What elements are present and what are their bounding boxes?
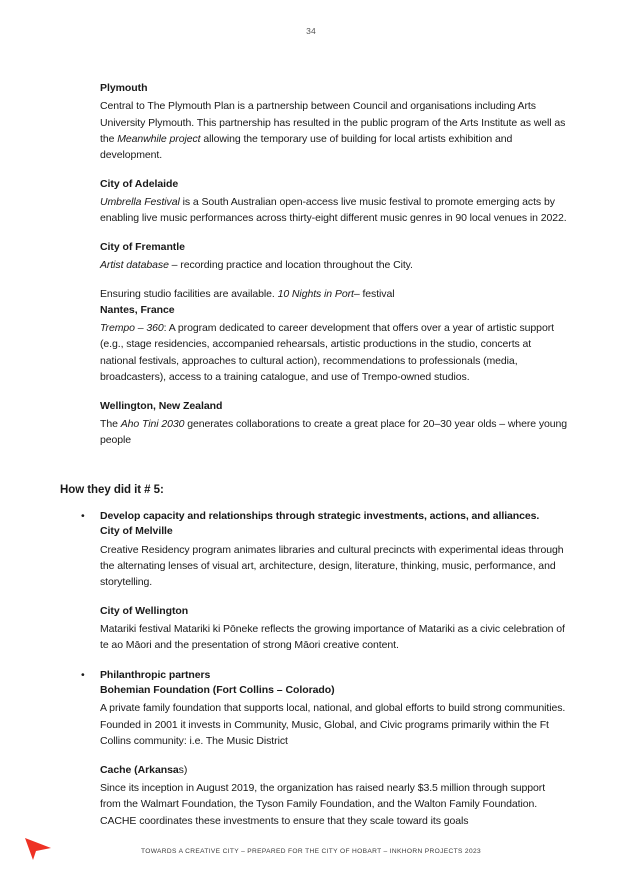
text-run-italic: Artist database [100, 258, 169, 271]
list-item [80, 508, 568, 654]
text-run: allowing the temporary use of building for local artists exhibition and development. [100, 132, 513, 162]
heading-regular-run: s) [178, 763, 188, 776]
section-heading-city-of-melville: City of Melville [100, 525, 173, 538]
list-item-body [100, 524, 568, 653]
text-run-italic: Trempo – 360 [100, 321, 164, 334]
section-heading-plymouth: Plymouth [100, 82, 148, 94]
section-paragraph-bohemian-foundation: A private family foundation that supports local, national, and global efforts to build strong communities. Founded in 2001 it invests in Community, Music, Global, and Civic programs primarily within the Ft Collins community: i.e. The Music District [100, 702, 566, 748]
section-paragraph-city-of-wellington: Matariki festival Matariki ki Pōneke reflects the growing importance of Matariki as a civic celebration of te ao Māori and the presentation of strong Māori creative content. [100, 622, 565, 652]
how-they-did-it-heading: How they did it # 5: [60, 484, 164, 496]
section-heading-bohemian-foundation: Bohemian Foundation (Fort Collins – Colorado) [100, 684, 335, 697]
text-run: generates collaborations to create a great place for 20–30 year olds – where young people [100, 417, 568, 447]
section-paragraph-nantes-france [100, 320, 568, 386]
text-run-italic: Meanwhile project [117, 132, 201, 145]
section-heading-cache-arkansas [100, 763, 568, 777]
section-paragraph-city-of-adelaide [100, 194, 568, 227]
page-number: 34 [306, 26, 316, 36]
text-run-italic: Umbrella Festival [100, 195, 180, 208]
text-run-italic: 10 Nights in Port [277, 288, 354, 301]
text-run: – festival [353, 288, 395, 301]
list-item-label: Philanthropic partners [100, 668, 211, 681]
text-run: : A program dedicated to career development that offers over a year of artistic support (e.g., stage residencies, accompanied rehearsals, artistic productions in the studio, concerts at national festivals, approaches to cultural action), recommendations to professionals (media, broadcasters), access to a training catalogue, and use of Trempo-owned studios. [100, 321, 554, 384]
text-run: The [100, 417, 121, 430]
list-item-body [100, 683, 568, 829]
section-paragraph-city-of-fremantle [100, 257, 568, 273]
section-paragraph-plymouth [100, 98, 568, 164]
text-run-italic: Aho Tini 2030 [120, 417, 185, 430]
how-they-did-it-list [80, 508, 568, 842]
section-paragraph-fremantle-extra [100, 286, 568, 302]
section-paragraph-city-of-melville: Creative Residency program animates libraries and cultural precincts with experimental ideas through the alternating lenses of visual art, architecture, design, literature, thinking, music, performance, and storytelling. [100, 543, 564, 589]
text-run: – recording practice and location throughout the City. [168, 258, 413, 271]
list-item-label: Develop capacity and relationships through strategic investments, actions, and alliances. [100, 510, 540, 522]
text-run: Ensuring studio facilities are available. [100, 288, 278, 301]
page-footer: TOWARDS A CREATIVE CITY – PREPARED FOR THE CITY OF HOBART – INKHORN PROJECTS 2023 [140, 848, 482, 855]
bullet-icon: • [81, 510, 85, 522]
bullet-icon: • [81, 668, 85, 681]
main-content [100, 81, 568, 462]
section-paragraph-cache-arkansas: Since its inception in August 2019, the organization has raised nearly $3.5 million through support from the Walmart Foundation, the Tyson Family Foundation, and the Walton Family Foundation. CACHE coordinates these investments to ensure that they scale toward its goals [100, 781, 546, 827]
text-run: is a South Australian open-access live music festival to promote emerging acts by enabling live music performances across thirty-eight different music genres in 90 local venues in 2022. [100, 195, 567, 225]
section-heading-nantes-france: Nantes, France [100, 303, 175, 316]
section-heading-city-of-wellington: City of Wellington [100, 604, 189, 617]
text-run: Central to The Plymouth Plan is a partnership between Council and organisations including Arts University Plymouth. This partnership has resulted in the public program of the Arts Institute as well as the [100, 100, 566, 145]
heading-bold-run: Cache (Arkansa [100, 763, 179, 776]
section-heading-wellington-new-zealand: Wellington, New Zealand [100, 399, 223, 412]
section-heading-city-of-fremantle: City of Fremantle [100, 240, 185, 253]
list-item [80, 667, 568, 829]
section-paragraph-wellington-new-zealand [100, 416, 568, 449]
section-heading-city-of-adelaide: City of Adelaide [100, 177, 179, 190]
